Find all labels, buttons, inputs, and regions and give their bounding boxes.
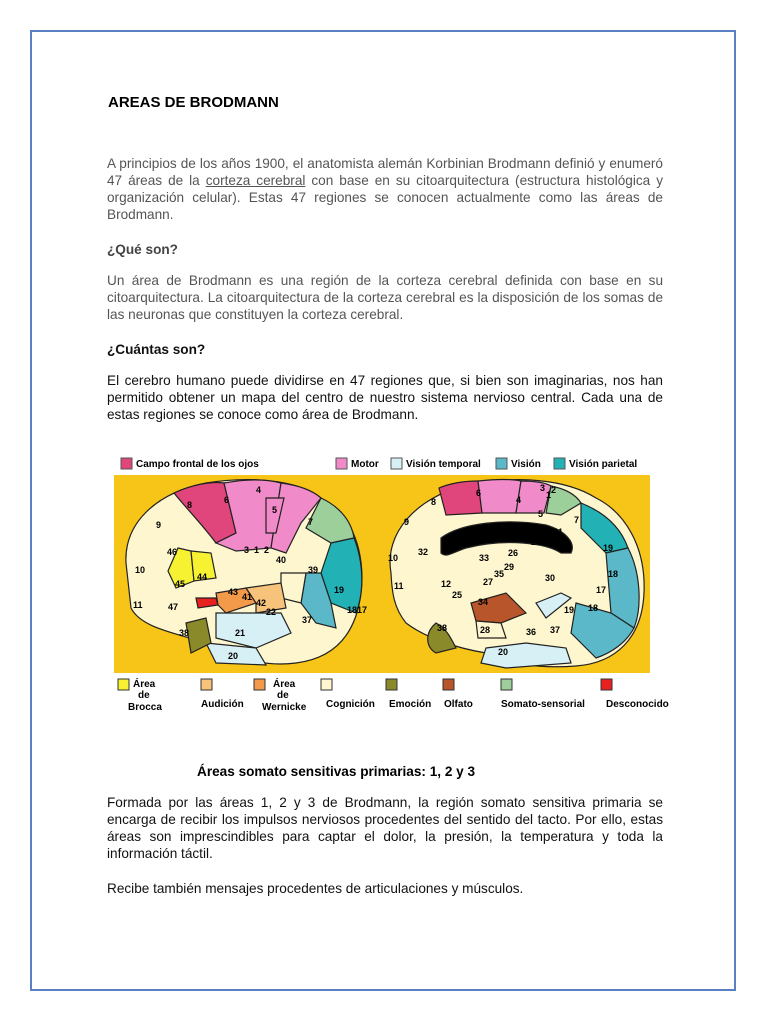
medial-num: 30: [545, 573, 556, 583]
lateral-num: 1: [254, 545, 260, 555]
lateral-num: 7: [308, 517, 314, 527]
brodmann-areas-figure: [106, 453, 676, 718]
lateral-num: 41: [242, 592, 253, 602]
medial-num: 35: [494, 569, 505, 579]
legend-swatch-broca: [118, 679, 129, 690]
legend-label-wernicke-3: Wernicke: [262, 702, 307, 713]
lateral-num: 46: [167, 547, 178, 557]
lateral-num: 10: [135, 565, 146, 575]
medial-num: 36: [526, 627, 537, 637]
page-title: AREAS DE BRODMANN: [108, 94, 279, 111]
legend-swatch-hearing: [201, 679, 212, 690]
lateral-num: 8: [187, 500, 193, 510]
lateral-num: 42: [256, 598, 267, 608]
medial-hemisphere: [390, 480, 644, 669]
medial-num: 4: [516, 495, 522, 505]
intro-text-start: A principios de los años 1900, el anatomista alemán Korbinian Brodmann definió y enumeró 47 áreas de la: [107, 156, 663, 188]
legend-swatch-parietal-vision: [554, 458, 565, 469]
medial-num: 6: [476, 488, 482, 498]
medial-num: 11: [394, 581, 404, 591]
lateral-num: 38: [179, 628, 190, 638]
legend-label-somatosensory: Somato-sensorial: [501, 699, 585, 710]
cuantas-paragraph: El cerebro humano puede dividirse en 47 regiones que, si bien son imaginarias, nos han permitido obtener un mapa del centro de nuestro sistema nervioso central. Cada una de estas regiones se conoce como área de Brodmann.: [107, 373, 663, 422]
lateral-num: 39: [308, 565, 319, 575]
legend-label-broca-1: Área: [133, 679, 156, 690]
medial-num: 32: [418, 547, 429, 557]
legend-label-motor: Motor: [351, 459, 379, 470]
legend-label-parietal-vision: Visión parietal: [569, 459, 638, 470]
legend-label-emotion: Emoción: [389, 699, 432, 710]
medial-num: 26: [508, 548, 519, 558]
que-son-paragraph: Un área de Brodmann es una región de la corteza cerebral definida con base en su citoarquitectura. La citoarquitectura de la corteza cerebral es la disposición de los somas de las neuronas que constituyen la corteza cerebral.: [107, 273, 663, 322]
lateral-num: 21: [235, 628, 246, 638]
medial-num: 12: [441, 579, 452, 589]
legend-label-wernicke-1: Área: [273, 679, 296, 690]
lateral-num: 40: [276, 555, 287, 565]
lateral-num: 2: [264, 545, 270, 555]
lateral-num: 17: [357, 605, 368, 615]
lateral-num: 44: [197, 572, 208, 582]
medial-num: 18: [608, 569, 619, 579]
heading-que-son: ¿Qué son?: [107, 242, 178, 257]
legend-swatch-somatosensory: [501, 679, 512, 690]
medial-num: 27: [483, 577, 494, 587]
medial-num: 20: [498, 647, 509, 657]
legend-swatch-cognition: [321, 679, 332, 690]
legend-label-broca-2: de: [138, 690, 150, 701]
medial-num: 5: [538, 509, 544, 519]
medial-num: 23: [531, 537, 542, 547]
medial-num: 34: [478, 597, 489, 607]
figure-caption: Áreas somato sensitivas primarias: 1, 2 y 3: [197, 764, 476, 779]
medial-num: 10: [388, 553, 399, 563]
lateral-num: 18: [347, 605, 358, 615]
legend-label-cognition: Cognición: [326, 699, 375, 710]
medial-num: 8: [431, 497, 437, 507]
lateral-num: 47: [168, 602, 179, 612]
lateral-num: 20: [228, 651, 239, 661]
legend-swatch-smell: [443, 679, 454, 690]
lateral-num: 22: [266, 607, 277, 617]
lateral-num: 45: [175, 579, 186, 589]
lateral-num: 6: [224, 495, 230, 505]
medial-num: 29: [504, 562, 515, 572]
legend-bottom: [118, 677, 669, 713]
legend-swatch-eye-field: [121, 458, 132, 469]
medial-num: 33: [479, 553, 490, 563]
lateral-num: 5: [272, 505, 278, 515]
legend-label-eye-field: Campo frontal de los ojos: [136, 459, 259, 470]
medial-num: 17: [596, 585, 607, 595]
medial-num: 25: [452, 590, 463, 600]
heading-cuantas-son: ¿Cuántas son?: [107, 342, 206, 357]
legend-label-unknown: Desconocido: [606, 699, 669, 710]
medial-num: 1: [546, 490, 552, 500]
medial-num: 9: [404, 517, 410, 527]
lateral-num: 19: [334, 585, 345, 595]
medial-num: 3: [540, 483, 546, 493]
medial-num: 18: [588, 603, 599, 613]
intro-paragraph: [107, 155, 663, 223]
legend-swatch-unknown: [601, 679, 612, 690]
legend-label-broca-3: Brocca: [128, 702, 162, 713]
medial-num: 24: [482, 525, 493, 535]
lateral-num: 37: [302, 615, 313, 625]
medial-num: 7: [574, 515, 580, 525]
recibe-paragraph: Recibe también mensajes procedentes de articulaciones y músculos.: [107, 881, 524, 896]
lateral-num: 11: [133, 600, 143, 610]
lateral-num: 3: [244, 545, 250, 555]
lateral-num: 43: [228, 587, 239, 597]
medial-num: 31: [553, 527, 564, 537]
medial-num: 2: [551, 485, 557, 495]
legend-swatch-motor: [336, 458, 347, 469]
legend-label-smell: Olfato: [444, 699, 473, 710]
medial-num: 19: [564, 605, 575, 615]
legend-swatch-temporal-vision: [391, 458, 402, 469]
lateral-num: 4: [256, 485, 262, 495]
corteza-cerebral-link[interactable]: corteza cerebral: [205, 173, 306, 188]
legend-label-vision: Visión: [511, 459, 541, 470]
medial-num: 38: [437, 623, 448, 633]
legend-swatch-vision: [496, 458, 507, 469]
medial-num: 19: [603, 543, 614, 553]
legend-swatch-emotion: [386, 679, 397, 690]
somato-paragraph: Formada por las áreas 1, 2 y 3 de Brodmann, la región somato sensitiva primaria se encarga de recibir los impulsos nerviosos procedentes del sentido del tacto. Por ello, estas áreas son imprescindibles para captar el dolor, la presión, la temperatura y toda la información táctil.: [107, 795, 663, 861]
legend-swatch-wernicke: [254, 679, 265, 690]
legend-label-hearing: Audición: [201, 699, 244, 710]
lateral-num: 9: [156, 520, 162, 530]
medial-num: 37: [550, 625, 561, 635]
legend-label-temporal-vision: Visión temporal: [406, 459, 481, 470]
legend-top: [121, 458, 637, 470]
legend-label-wernicke-2: de: [277, 690, 289, 701]
intro-text-end: con base en su citoarquitectura (estructura histológica y organización celular). Estas 47 regiones se conocen actualmente como las áreas de Brodmann.: [107, 173, 664, 222]
medial-num: 28: [480, 625, 491, 635]
